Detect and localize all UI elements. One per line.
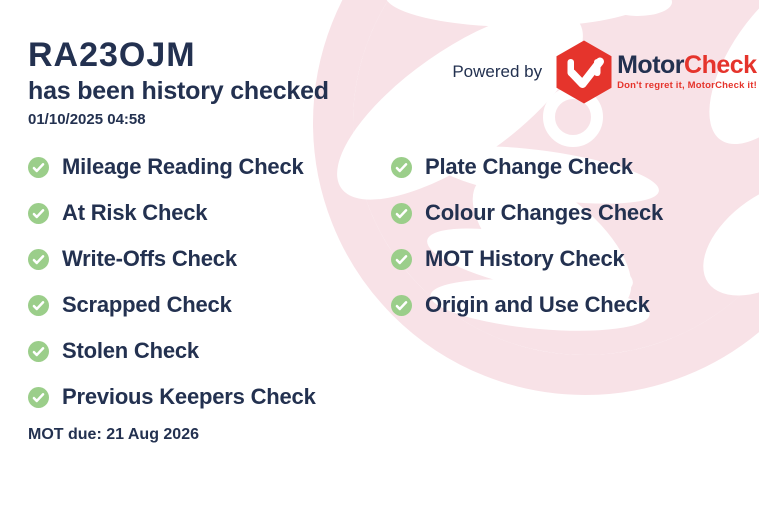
check-label: MOT History Check [425, 246, 625, 271]
check-circle-icon [28, 249, 49, 270]
check-item-previous-keepers [28, 374, 316, 420]
header [28, 38, 329, 128]
check-circle-icon [391, 203, 412, 224]
check-label: Previous Keepers Check [62, 384, 316, 409]
brand-name [617, 53, 757, 78]
check-item-write-offs [28, 236, 316, 282]
brand-name-check: Check [684, 51, 757, 79]
checks-column-left [28, 144, 316, 420]
mot-due-text: MOT due: 21 Aug 2026 [28, 426, 199, 443]
check-label: Write-Offs Check [62, 246, 237, 271]
motorcheck-logo-icon [555, 40, 613, 104]
check-label: Colour Changes Check [425, 200, 664, 225]
check-item-at-risk [28, 190, 316, 236]
check-label: Plate Change Check [425, 154, 633, 179]
check-label: Origin and Use Check [425, 292, 650, 317]
registration-plate: RA23OJM [28, 36, 196, 74]
check-item-mileage-reading [28, 144, 316, 190]
powered-by-label: Powered by [452, 62, 543, 81]
check-circle-icon [391, 249, 412, 270]
check-circle-icon [28, 157, 49, 178]
check-circle-icon [28, 203, 49, 224]
check-item-colour-changes [391, 190, 663, 236]
history-checked-subtitle: has been history checked [28, 77, 329, 105]
check-item-plate-change [391, 144, 663, 190]
check-label: Mileage Reading Check [62, 154, 304, 179]
check-circle-icon [391, 295, 412, 316]
check-circle-icon [28, 387, 49, 408]
check-label: At Risk Check [62, 200, 208, 225]
check-timestamp: 01/10/2025 04:58 [28, 111, 146, 129]
brand-wordmark [617, 53, 757, 91]
check-circle-icon [28, 295, 49, 316]
check-circle-icon [391, 157, 412, 178]
brand-name-motor: Motor [617, 51, 685, 79]
check-label: Scrapped Check [62, 292, 232, 317]
check-item-origin-and-use [391, 282, 663, 328]
check-item-scrapped [28, 282, 316, 328]
check-label: Stolen Check [62, 338, 199, 363]
checks-column-right [391, 144, 663, 328]
check-item-mot-history [391, 236, 663, 282]
brand-area [452, 40, 757, 104]
check-item-stolen [28, 328, 316, 374]
check-circle-icon [28, 341, 49, 362]
brand-tagline: Don't regret it, MotorCheck it! [617, 80, 757, 91]
